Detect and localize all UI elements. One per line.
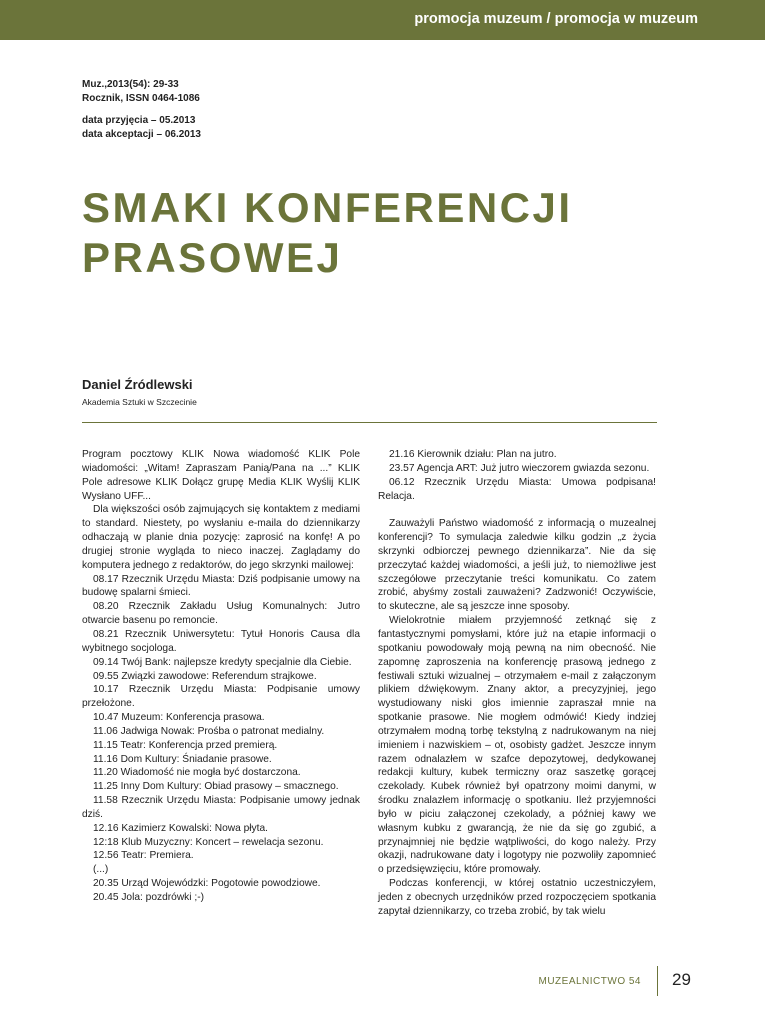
accepted-date: data akceptacji – 06.2013 bbox=[82, 129, 201, 140]
inbox-entry: 12:18 Klub Muzyczny: Koncert – rewelacja sezonu. bbox=[93, 836, 324, 848]
author-affiliation: Akademia Sztuki w Szczecinie bbox=[82, 397, 197, 407]
inbox-entry: 08.17 Rzecznik Urzędu Miasta: Dziś podpisanie umowy na budowę spalarni śmieci. bbox=[82, 573, 360, 599]
inbox-entry: 11.06 Jadwiga Nowak: Prośba o patronat medialny. bbox=[93, 725, 325, 737]
inbox-entry: 21.16 Kierownik działu: Plan na jutro. bbox=[389, 449, 557, 460]
title-line-1: SMAKI KONFERENCJI bbox=[82, 184, 573, 231]
author-name: Daniel Źródlewski bbox=[82, 377, 193, 392]
received-date: data przyjęcia – 05.2013 bbox=[82, 115, 196, 126]
right-column bbox=[378, 448, 656, 919]
title-line-2: PRASOWEJ bbox=[82, 234, 343, 281]
inbox-entry: 20.35 Urząd Wojewódzki: Pogotowie powodziowe. bbox=[93, 878, 321, 890]
paragraph: Program pocztowy KLIK Nowa wiadomość KLIK Pole wiadomości: „Witam! Zapraszam Panią/Pana na ...” KLIK Pole adresowe KLIK Dołącz grupę Media KLIK Wyślij KLIK Wysłano UFF... bbox=[82, 449, 360, 502]
inbox-entry: 09.55 Związki zawodowe: Referendum strajkowe. bbox=[93, 670, 317, 682]
article-title bbox=[82, 183, 682, 283]
paragraph-gap bbox=[378, 503, 656, 517]
page-number: 29 bbox=[672, 970, 691, 989]
journal-name: MUZEALNICTWO 54 bbox=[538, 976, 641, 987]
inbox-entry: 06.12 Rzecznik Urzędu Miasta: Umowa podpisana! Relacja. bbox=[378, 476, 656, 502]
left-column bbox=[82, 448, 360, 905]
inbox-entry: 08.20 Rzecznik Zakładu Usług Komunalnych: Jutro otwarcie basenu po remoncie. bbox=[82, 601, 360, 627]
inbox-entry: 11.15 Teatr: Konferencja przed premierą. bbox=[93, 739, 278, 751]
inbox-entry: 12.56 Teatr: Premiera. bbox=[93, 850, 194, 862]
inbox-entry: 10.17 Rzecznik Urzędu Miasta: Podpisanie umowy przełożone. bbox=[82, 684, 360, 710]
footer-divider bbox=[657, 966, 658, 996]
inbox-entry: 11.58 Rzecznik Urzędu Miasta: Podpisanie umowy jednak dziś. bbox=[82, 795, 360, 820]
inbox-entry: 09.14 Twój Bank: najlepsze kredyty specjalnie dla Ciebie. bbox=[93, 656, 352, 668]
inbox-entry: 08.21 Rzecznik Uniwersytetu: Tytuł Honoris Causa dla wybitnego socjologa. bbox=[82, 628, 360, 654]
header-divider bbox=[82, 422, 657, 423]
inbox-entry: 12.16 Kazimierz Kowalski: Nowa płyta. bbox=[93, 822, 268, 834]
inbox-entry: 20.45 Jola: pozdrówki ;-) bbox=[93, 892, 204, 903]
inbox-entry: 11.16 Dom Kultury: Śniadanie prasowe. bbox=[93, 753, 272, 765]
dates-block bbox=[82, 114, 201, 142]
ellipsis: (...) bbox=[93, 864, 109, 876]
inbox-entry: 23.57 Agencja ART: Już jutro wieczorem gwiazda sezonu. bbox=[389, 462, 650, 474]
inbox-entry: 10.47 Muzeum: Konferencja prasowa. bbox=[93, 712, 265, 724]
inbox-entry: 11.20 Wiadomość nie mogła być dostarczona. bbox=[93, 767, 301, 779]
paragraph: Wielokrotnie miałem przyjemność zetknąć się z fantastycznymi pomysłami, które już na etapie informacji o spotkaniu powodowały moją pewną na nim obecność. Nie zapomnę zaproszenia na konferencję prasową jednego z festiwali sztuki wizualnej – otrzymałem e-mail z załączonym plikiem dźwiękowym. Znany aktor, a precyzyjniej, jego wystudiowany niski głos imiennie zapraszał mnie na spotkanie prasowe. Nie mogłem odmówić! Kiedy indziej otrzymałem modną torbę tekstylną z nadrukowanym na niej imieniem i nazwiskiem – ot, osobisty gadżet. Jeszcze innym razem odnalazłem w szafce depozytowej, dedykowanej redakcji kultury, kubek termiczny oraz saszetkę gorącej czekolady. Kubek również był opatrzony moimi danymi, w środku znalazłem informację o spotkaniu. Ileż przyjemności było w piciu załączonej czekolady, a później kawy we własnym kubku z gwarancją, że nie da się go zgubić, a przynajmniej nie będzie wątpliwości, do kogo należy. Przy okazji, nadrukowane daty i logotypy nie pozwoliły zapomnieć o przedsięwzięciu, które promowały. bbox=[378, 615, 656, 876]
inbox-entry: 11.25 Inny Dom Kultury: Obiad prasowy – smacznego. bbox=[93, 781, 339, 793]
section-header-bar bbox=[0, 0, 765, 40]
paragraph: Podczas konferencji, w której ostatnio uczestniczyłem, jeden z obecnych urzędników przed rozpoczęciem spotkania zapytał dziennikarzy, co trzeba zrobić, by tak wielu bbox=[378, 878, 656, 917]
paragraph: Dla większości osób zajmujących się kontaktem z mediami to standard. Niestety, po wysłaniu e-maila do dziennikarzy odhaczają w planie dnia pozycję: zaprosić na konfę! A po drugiej stronie wygląda to nieco inaczej. Zaglądamy do komputera jednego z redaktorów, do jego skrzynki mailowej: bbox=[82, 504, 360, 571]
citation-block bbox=[82, 78, 200, 106]
paragraph: Zauważyli Państwo wiadomość z informacją o muzealnej konferencji? To symulacja zaledwie kilku godzin „z życia skrzynki odbiorczej pewnego dziennikarza”. Nie da się przeczytać każdej wiadomości, a jeśli już, to niemożliwe jest szczegółowe przeczytanie treści komunikatu. Co zatem zrobić, abyśmy zostali zauważeni? Zadzwonić! Oczywiście, to skuteczne, ale są jeszcze inne sposoby. bbox=[378, 518, 656, 613]
issn: Rocznik, ISSN 0464-1086 bbox=[82, 93, 200, 104]
citation: Muz.,2013(54): 29-33 bbox=[82, 79, 179, 90]
section-title: promocja muzeum / promocja w muzeum bbox=[414, 11, 698, 27]
